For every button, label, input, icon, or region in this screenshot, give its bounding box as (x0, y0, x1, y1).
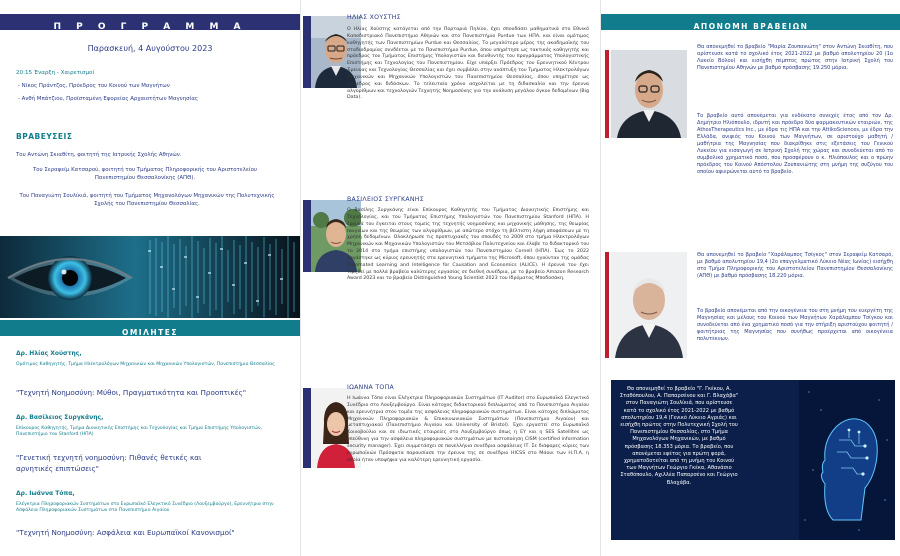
ai-eye-illustration (0, 236, 300, 318)
eye-image (0, 236, 300, 318)
speakers-title: ΟΜΙΛΗΤΕΣ (121, 328, 179, 337)
awards-title: ΑΠΟΝΟΜΗ ΒΡΑΒΕΙΩΝ (693, 22, 809, 31)
speaker-talk: "Γενετική τεχνητή νοημοσύνη: Πιθανές θετικές και αρνητικές επιπτώσεις" (16, 453, 202, 473)
award-text: Το βραβείο αυτό απονέμεται για ενδέκατο συνεχές έτος από τον Δρ. Δημήτριο Ηλιόπουλο, ιδρυτή και πρόεδρο δύο φαρμακευτικών εταιριών, της AthosTherapeutics Inc., με έδρα τις ΗΠΑ και την AttikoSciences, με έδρα την Ελλάδα, ανιψιός του Κοινού των Μαγνήτων, σε αριστούχο μαθητή / μαθήτρια της Μαγνησίας που διακρίθηκε στις εξετάσεις του Γενικού Λυκείου για εισαγωγή σε Ιατρική Σχολή της χώρας και συνοδεύεται από το συμβολικό χρηματικό ποσό, που προσφέρουν ο κ. Ηλιόπουλος και ο πρώην πρόεδρος του Κοινού Απόστολου Ζουπανιώτης στη μνήμη της συζύγου του οποίου αφιερώνεται αυτό το βραβείο. (697, 113, 893, 176)
accent-bar (605, 252, 609, 358)
award-line: Του Αντώνη Σκιαθίτη, φοιτητή της Ιατρικής Σχολής Αθηνών. (16, 152, 182, 158)
bio-bar (303, 16, 311, 88)
bio-name: ΒΑΣΙΛΕΙΟΣ ΣΥΡΓΚΑΝΗΣ (347, 196, 424, 203)
tsigkos-photo (611, 252, 687, 358)
awards-heading: ΒΡΑΒΕΥΣΕΙΣ (16, 132, 73, 141)
speaker-talk: "Τεχνητή Νοημοσύνη: Μύθοι, Πραγματικότητα και Προοπτικές" (16, 388, 246, 397)
award3-box (611, 380, 799, 540)
bio-text: Ο Ηλίας Χούστης κατάγεται από την Πορταριά Πηλίου, έχει σπουδάσει μαθηματικά στο Εθνικό Καποδιστριακό Πανεπιστήμιο Αθηνών και στο Πανεπιστήμιο Purdue των ΗΠΑ, και είναι ομότιμος καθηγητής των Πανεπιστημίων Purdue και Θεσσαλίας. Το μεγαλύτερο μέρος της ακαδημαϊκής του σταδιοδρομίας συνδέεται με το Πανεπιστήμιο Purdue, όπου υπηρέτησε ως τακτικός καθηγητής και πρόεδρος του Τμήματος Επιστήμης Υπολογιστών και διευθυντής του προγράμματος Υπολογιστικής Επιστήμης και Τεχνολογίας του Πανεπιστημίου. Είχε υπάρξει Πρόεδρος του Ερευνητικού Κέντρου Έρευνας και Τεχνολογίας Θεσσαλίας και έχει συμβάλει στην ανάπτυξη του Τμήματος Ηλεκτρολόγων Μηχανικών και Μηχανικών Υπολογιστών του Πανεπιστημίου Θεσσαλίας, όπου υπηρέτησε ως Πρόεδρος και διδάσκων. Το τελευταίο χρόνο ασχολείται με τη διδασκαλία και την έρευνα αλγορίθμων και τεχνολογιών Τεχνητής Νοημοσύνης για την ανάλυση μεγάλου όγκου δεδομένων (Big Data). (347, 27, 589, 101)
bio-text: Ο Βασίλης Συργκάνης είναι Επίκουρος Καθηγητής του Τμήματος Διοικητικής Επιστήμης και Τεχνολογίας, και του Τμήματος Επιστήμης Υπολογιστών του Πανεπιστημίου Stanford (ΗΠΑ). Η έρευνά του έγκειται στους τομείς της τεχνητής νοημοσύνης και μηχανικής μάθησης, της θεωρίας παιγνίων και της θεωρίας των αλγορίθμων, με απώτερο στόχο τη βέλτιστη λήψη αποφάσεων με τη χρήση δεδομένων. Ολοκλήρωσε τις προπτυχιακές του σπουδές το 2009 στο τμήμα Ηλεκτρολόγων Μηχανικών και Μηχανικών Υπολογιστών του Μετσόβιου Πολυτεχνείου και έλαβε το διδακτορικό του το 2014 στο τμήμα επιστήμης υπολογιστών του Πανεπιστημίου Cornell (ΗΠΑ). Έως το 2022 εργάστηκε ως κύριος ερευνητής στα ερευνητικά τμήματα της Microsoft, όπου ηγούνταν της ομάδας Automated Learning and Intelligence for Causation and Economics (ALICE). Η έρευνά του έχει τιμηθεί με πολλά βραβεία καλύτερης εργασίας σε διεθνή συνέδρια, με το βραβείο Amazon Research Award 2023 και το βραβείο Distinguished Young Scientist 2023 του Ιδρύματος Μποδοσάκη. (347, 208, 589, 282)
award-text: Το βραβείο απονέμεται από την οικογένεια του στη μνήμη του ευεργέτη της Μαγνησίας και μέλους του Κοινού των Μαγνήτων Χαράλαμπου Τσίγκου και συνοδεύεται από ένα χρηματικό ποσό για την στήριξη αριστούχου φοιτητή / φοιτήτριας της Μαγνησίας που συνήθως προέρχεται από οικογένεια πολυτέκνων. (697, 308, 893, 343)
awards-banner (601, 14, 900, 30)
award-text: Θα απονεμηθεί το βραβείο "Γ. Γκέκου, Α. Σταθόπουλου, Α. Παπαρσένου και Γ. Βλαχάβα" στον Παναγιώτη Σουλίκιά, που αρίστευσε κατά το σχολικό έτος 2021-2022 με βαθμό απολυτηρίου 19,4 (Γενικό Λύκειο Αγριάς) και εισήχθη πρώτος στην Πολυτεχνική Σχολή του Πανεπιστημίου Θεσσαλίας, στο Τμήμα Μηχανολόγων Μηχανικών, με βαθμό πρόσβασης 18.353 μόρια. Το βραβείο, που απονέμεται εφέτος για πρώτη φορά, χρηματοδοτείται από τη μνήμη του Κοινού των Μαγνήτων Γεώργιο Γκέκα, Αθανάσιο Σταθόπουλο, Αχιλλέα Παπαρσένο και Γεώργιο Βλαχάβα. (619, 386, 739, 486)
circuit-head-image (799, 380, 895, 540)
speaker-role: Επίκουρος Καθηγητής, Τμήμα Διοικητικής Επιστήμης και Τεχνολογίας και Τμήμα Επιστήμης Υπολογιστών, Πανεπιστήμιο του Stanford (ΗΠΑ) (16, 426, 262, 438)
bio-bar (303, 200, 311, 272)
speaker-name: Δρ. Ηλίας Χούστης, (16, 350, 82, 357)
bios-column (300, 0, 601, 556)
programme-date: Παρασκευή, 4 Αυγούστου 2023 (87, 44, 213, 53)
bio-bar (303, 388, 311, 468)
award-line: Του Παναγιώτη Σουλίκιά, φοιτητή του Τμήματος Μηχανολόγων Μηχανικών της Πολυτεχνικής Σχολής του Πανεπιστημίου Θεσσαλίας. (19, 193, 275, 207)
programme-column (0, 0, 300, 556)
speaker-role: Ομότιμος Καθηγητής, Τμήμα Ηλεκτρολόγων Μηχανικών και Μηχανικών Υπολογιστών, Πανεπιστήμιο Θεσσαλίας (16, 362, 275, 367)
portrait-young-man (611, 50, 687, 138)
greeting-item: - Νίκος Πράντζος, Πρόεδρος του Κοινού των Μαγνήτων (18, 83, 170, 89)
accent-bar (605, 50, 609, 138)
award-text: Θα απονεμηθεί το βραβείο "Χαράλαμπος Τσίγκος" στον Σεραφείμ Κατσαρό, με βαθμό απολυτηρίου 19,4 (2ο επαγγελματικό Λύκειο Νέας Ιωνίας) εισήχθη στο Τμήμα Πληροφορικής του Αριστοτελείου Πανεπιστημίου Θεσσαλονίκης (ΑΠΘ) με βαθμό πρόσβασης 18.220 μόρια. (697, 252, 893, 280)
opening-line: 20:15 Έναρξη - Χαιρετισμοί (16, 70, 95, 76)
award-line: Του Σεραφείμ Κατσαρού, φοιτητή του Τμήματος Πληροφορικής του Αριστοτελείου Πανεπιστημίου Θεσσαλονίκης (ΑΠΘ). (32, 167, 258, 181)
bio-name: ΗΛΙΑΣ ΧΟΥΣΤΗΣ (347, 14, 401, 21)
greeting-item: - Ανθή Μπάτζιου, Προϊσταμένη Εφορείας Αρχαιοτήτων Μαγνησίας (18, 96, 199, 102)
bio-name: ΙΩΑΝΝΑ ΤΟΠΑ (347, 384, 395, 391)
skiathitis-photo (611, 50, 687, 138)
speaker-talk: "Τεχνητή Νοημοσύνη: Ασφάλεια και Ευρωπαϊκοί Κανονισμοί" (16, 528, 235, 537)
programme-banner (0, 14, 300, 30)
speaker-name: Δρ. Βασίλειος Συργκάνης, (16, 414, 104, 421)
speaker-name: Δρ. Ιωάννα Τόπα, (16, 490, 75, 497)
speaker-role: Ελέγκτρια Πληροφοριακών Συστημάτων στο Ευρωπαϊκό Ελεγκτικό Συνέδριο (Λουξεμβούργο), Ερευνήτρια στην Ασφάλεια Πληροφοριακών Συστημάτων στο Πανεπιστήμιο Αιγαίου (16, 502, 274, 514)
portrait-elderly-man (611, 252, 687, 358)
programme-title: Π Ρ Ο Γ Ρ Α Μ Μ Α (53, 22, 247, 32)
bio-text: Η Ιωάννα Τόπα είναι Ελέγκτρια Πληροφοριακών Συστημάτων (IT Auditor) στο Ευρωπαϊκό Ελεγκτικό Συνέδριο στο Λουξεμβούργο. Είναι κάτοχος διδακτορικού διπλώματος από το Πανεπιστήμιο Αιγαίου και ερευνήτρια στον τομέα της ασφάλειας πληροφοριακών συστημάτων. Είναι κάτοχος διπλώματος Μηχανικών Πληροφοριακών & Επικοινωνιακών Συστημάτων (Πανεπιστήμιο Αιγαίου) και μεταπτυχιακού (Πανεπιστήμιο Αιγαίου και University of Bristol). Έχει εργαστεί στο Ευρωπαϊκό Κοινοβούλιο και σε ιδιωτικές εταιρείες στο Λουξεμβούργο όπως η EY και η SES Satellites ως υπεύθυνη για την ασφάλεια πληροφοριακών συστημάτων με πιστοποίηση CISM (certified information security manager). Έχει συμμετάσχει σε πανελλήνια συνέδρια ασφάλειας ΙΤ. Σε διάφορες κύριες των ευρωπαϊκών Πρόσφατα παρουσίασε την έρευνα της σε συνέδριο HICSS στο Μάουι των Η.Π.Α. η οποία ήταν υποψήφια για καλύτερη ερευνητική εργασία. (347, 396, 589, 463)
speakers-banner (0, 320, 300, 336)
ai-head-illustration (799, 380, 895, 540)
awards-column (600, 0, 900, 556)
award-text: Θα απονεμηθεί το βραβείο "Μαρία Ζουπανιώτη" στον Αντώνη Σκιαθίτη, που αρίστευσε κατά το σχολικό έτος 2021-2022 με βαθμό απολυτηρίου 20 (1ο Λυκείο Βόλου) και εισήχθη πέμπτος πρώτος στην Ιατρική Σχολή του Πανεπιστημίου Αθηνών με βαθμό πρόσβασης 19.250 μόρια. (697, 44, 893, 72)
